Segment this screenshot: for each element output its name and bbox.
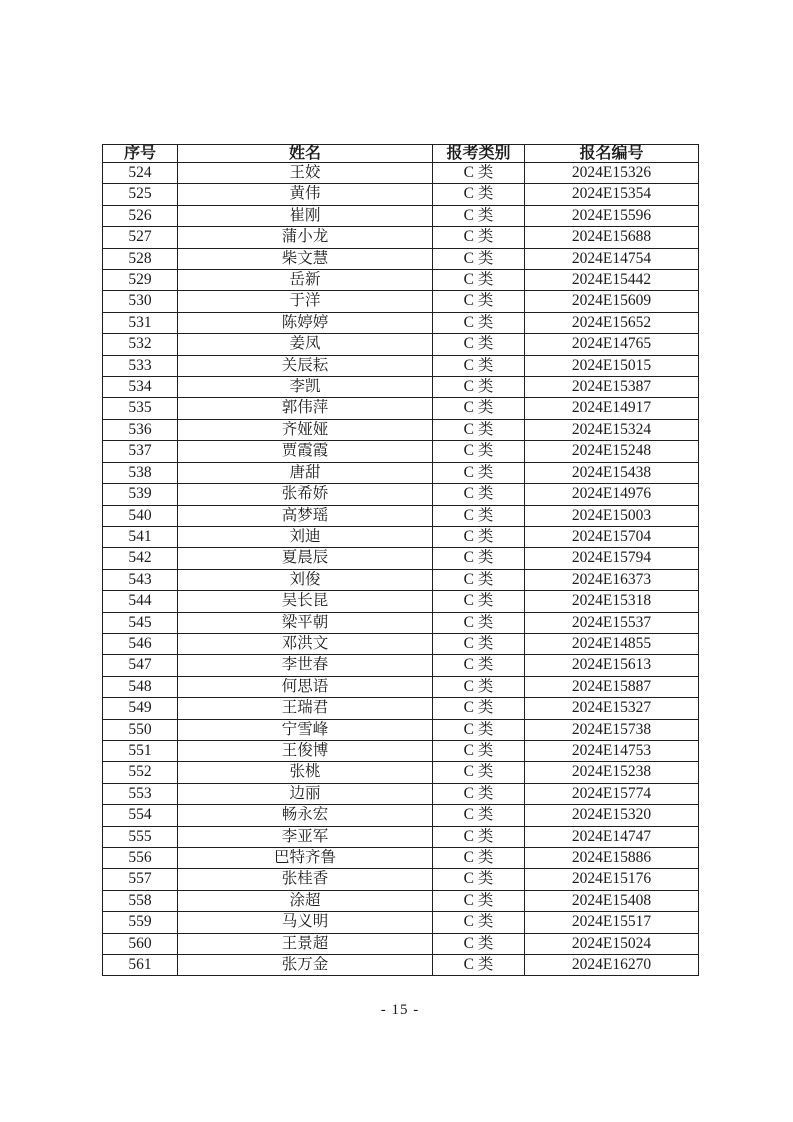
category-cell: C 类 (433, 227, 525, 248)
name-cell: 邓洪文 (178, 633, 433, 654)
category-cell: C 类 (433, 591, 525, 612)
category-cell: C 类 (433, 740, 525, 761)
serial-cell: 537 (103, 441, 178, 462)
table-row (103, 762, 699, 783)
category-cell: C 类 (433, 163, 525, 184)
name-cell: 崔刚 (178, 205, 433, 226)
serial-cell: 561 (103, 955, 178, 976)
table-row (103, 355, 699, 376)
applicant-roster-table (102, 144, 699, 976)
category-cell: C 类 (433, 826, 525, 847)
table-body (103, 163, 699, 976)
name-cell: 张希娇 (178, 484, 433, 505)
table-row (103, 248, 699, 269)
name-cell: 宁雪峰 (178, 719, 433, 740)
category-cell: C 类 (433, 270, 525, 291)
regno-cell: 2024E15774 (525, 783, 699, 804)
category-cell: C 类 (433, 612, 525, 633)
table-row (103, 783, 699, 804)
name-cell: 于洋 (178, 291, 433, 312)
regno-cell: 2024E14753 (525, 740, 699, 761)
name-cell: 马义明 (178, 912, 433, 933)
serial-cell: 539 (103, 484, 178, 505)
table-row (103, 163, 699, 184)
category-cell: C 类 (433, 912, 525, 933)
table-row (103, 612, 699, 633)
category-cell: C 类 (433, 569, 525, 590)
col-header-name: 姓名 (178, 145, 433, 163)
category-cell: C 类 (433, 869, 525, 890)
category-cell: C 类 (433, 248, 525, 269)
table-row (103, 933, 699, 954)
col-header-regno: 报名编号 (525, 145, 699, 163)
serial-cell: 549 (103, 698, 178, 719)
category-cell: C 类 (433, 933, 525, 954)
table-row (103, 955, 699, 976)
regno-cell: 2024E15238 (525, 762, 699, 783)
serial-cell: 553 (103, 783, 178, 804)
serial-cell: 538 (103, 462, 178, 483)
name-cell: 夏晨辰 (178, 548, 433, 569)
category-cell: C 类 (433, 377, 525, 398)
regno-cell: 2024E14855 (525, 633, 699, 654)
name-cell: 何思语 (178, 676, 433, 697)
table-row (103, 698, 699, 719)
name-cell: 齐娅娅 (178, 419, 433, 440)
name-cell: 陈婷婷 (178, 312, 433, 333)
serial-cell: 524 (103, 163, 178, 184)
table-row (103, 312, 699, 333)
regno-cell: 2024E15442 (525, 270, 699, 291)
category-cell: C 类 (433, 312, 525, 333)
category-cell: C 类 (433, 184, 525, 205)
name-cell: 李世春 (178, 655, 433, 676)
table-row (103, 184, 699, 205)
regno-cell: 2024E15024 (525, 933, 699, 954)
table-row (103, 869, 699, 890)
regno-cell: 2024E15438 (525, 462, 699, 483)
serial-cell: 542 (103, 548, 178, 569)
serial-cell: 530 (103, 291, 178, 312)
regno-cell: 2024E15596 (525, 205, 699, 226)
table-row (103, 890, 699, 911)
regno-cell: 2024E15613 (525, 655, 699, 676)
table-row (103, 826, 699, 847)
name-cell: 高梦瑶 (178, 505, 433, 526)
regno-cell: 2024E15354 (525, 184, 699, 205)
name-cell: 柴文慧 (178, 248, 433, 269)
serial-cell: 531 (103, 312, 178, 333)
table-row (103, 205, 699, 226)
regno-cell: 2024E15387 (525, 377, 699, 398)
table-row (103, 569, 699, 590)
regno-cell: 2024E15652 (525, 312, 699, 333)
category-cell: C 类 (433, 291, 525, 312)
table-row (103, 441, 699, 462)
serial-cell: 526 (103, 205, 178, 226)
table-row (103, 848, 699, 869)
table-row (103, 912, 699, 933)
regno-cell: 2024E15408 (525, 890, 699, 911)
category-cell: C 类 (433, 334, 525, 355)
serial-cell: 541 (103, 526, 178, 547)
category-cell: C 类 (433, 633, 525, 654)
serial-cell: 533 (103, 355, 178, 376)
regno-cell: 2024E15176 (525, 869, 699, 890)
regno-cell: 2024E14976 (525, 484, 699, 505)
category-cell: C 类 (433, 955, 525, 976)
name-cell: 姜凤 (178, 334, 433, 355)
serial-cell: 544 (103, 591, 178, 612)
name-cell: 涂超 (178, 890, 433, 911)
category-cell: C 类 (433, 205, 525, 226)
name-cell: 李亚军 (178, 826, 433, 847)
regno-cell: 2024E15003 (525, 505, 699, 526)
name-cell: 王姣 (178, 163, 433, 184)
category-cell: C 类 (433, 505, 525, 526)
regno-cell: 2024E14917 (525, 398, 699, 419)
serial-cell: 556 (103, 848, 178, 869)
serial-cell: 559 (103, 912, 178, 933)
category-cell: C 类 (433, 805, 525, 826)
serial-cell: 558 (103, 890, 178, 911)
regno-cell: 2024E15887 (525, 676, 699, 697)
name-cell: 郭伟萍 (178, 398, 433, 419)
name-cell: 畅永宏 (178, 805, 433, 826)
regno-cell: 2024E15517 (525, 912, 699, 933)
serial-cell: 529 (103, 270, 178, 291)
category-cell: C 类 (433, 548, 525, 569)
regno-cell: 2024E14765 (525, 334, 699, 355)
regno-cell: 2024E16373 (525, 569, 699, 590)
name-cell: 吴长昆 (178, 591, 433, 612)
category-cell: C 类 (433, 462, 525, 483)
regno-cell: 2024E15886 (525, 848, 699, 869)
serial-cell: 534 (103, 377, 178, 398)
serial-cell: 547 (103, 655, 178, 676)
category-cell: C 类 (433, 783, 525, 804)
name-cell: 张桂香 (178, 869, 433, 890)
table-row (103, 398, 699, 419)
category-cell: C 类 (433, 848, 525, 869)
name-cell: 梁平朝 (178, 612, 433, 633)
table-row (103, 526, 699, 547)
serial-cell: 525 (103, 184, 178, 205)
serial-cell: 552 (103, 762, 178, 783)
regno-cell: 2024E15609 (525, 291, 699, 312)
regno-cell: 2024E15327 (525, 698, 699, 719)
serial-cell: 560 (103, 933, 178, 954)
table-row (103, 633, 699, 654)
table-row (103, 291, 699, 312)
name-cell: 王景超 (178, 933, 433, 954)
category-cell: C 类 (433, 441, 525, 462)
table-row (103, 805, 699, 826)
serial-cell: 548 (103, 676, 178, 697)
table-row (103, 740, 699, 761)
regno-cell: 2024E15537 (525, 612, 699, 633)
serial-cell: 540 (103, 505, 178, 526)
serial-cell: 557 (103, 869, 178, 890)
regno-cell: 2024E15318 (525, 591, 699, 612)
table-row (103, 419, 699, 440)
table-row (103, 719, 699, 740)
table-row (103, 655, 699, 676)
serial-cell: 545 (103, 612, 178, 633)
regno-cell: 2024E15688 (525, 227, 699, 248)
serial-cell: 528 (103, 248, 178, 269)
category-cell: C 类 (433, 484, 525, 505)
name-cell: 边丽 (178, 783, 433, 804)
regno-cell: 2024E15704 (525, 526, 699, 547)
regno-cell: 2024E15248 (525, 441, 699, 462)
regno-cell: 2024E15794 (525, 548, 699, 569)
regno-cell: 2024E14754 (525, 248, 699, 269)
table-header (103, 145, 699, 163)
regno-cell: 2024E16270 (525, 955, 699, 976)
page-number: - 15 - (380, 1002, 420, 1018)
name-cell: 岳新 (178, 270, 433, 291)
serial-cell: 546 (103, 633, 178, 654)
name-cell: 贾霞霞 (178, 441, 433, 462)
table-row (103, 462, 699, 483)
serial-cell: 543 (103, 569, 178, 590)
category-cell: C 类 (433, 526, 525, 547)
category-cell: C 类 (433, 890, 525, 911)
serial-cell: 536 (103, 419, 178, 440)
serial-cell: 527 (103, 227, 178, 248)
table-row (103, 548, 699, 569)
name-cell: 王瑞君 (178, 698, 433, 719)
name-cell: 关辰耘 (178, 355, 433, 376)
regno-cell: 2024E15015 (525, 355, 699, 376)
serial-cell: 554 (103, 805, 178, 826)
regno-cell: 2024E15324 (525, 419, 699, 440)
serial-cell: 551 (103, 740, 178, 761)
regno-cell: 2024E15326 (525, 163, 699, 184)
category-cell: C 类 (433, 762, 525, 783)
table-row (103, 227, 699, 248)
table-row (103, 334, 699, 355)
category-cell: C 类 (433, 698, 525, 719)
table-row (103, 505, 699, 526)
category-cell: C 类 (433, 398, 525, 419)
category-cell: C 类 (433, 676, 525, 697)
col-header-category: 报考类别 (433, 145, 525, 163)
category-cell: C 类 (433, 355, 525, 376)
category-cell: C 类 (433, 655, 525, 676)
col-header-serial: 序号 (103, 145, 178, 163)
table-row (103, 484, 699, 505)
table-row (103, 270, 699, 291)
name-cell: 张万金 (178, 955, 433, 976)
header-row (103, 145, 699, 163)
name-cell: 唐甜 (178, 462, 433, 483)
name-cell: 张桃 (178, 762, 433, 783)
name-cell: 巴特齐鲁 (178, 848, 433, 869)
name-cell: 黄伟 (178, 184, 433, 205)
table-row (103, 676, 699, 697)
category-cell: C 类 (433, 719, 525, 740)
serial-cell: 532 (103, 334, 178, 355)
serial-cell: 550 (103, 719, 178, 740)
serial-cell: 555 (103, 826, 178, 847)
regno-cell: 2024E15738 (525, 719, 699, 740)
name-cell: 刘俊 (178, 569, 433, 590)
regno-cell: 2024E15320 (525, 805, 699, 826)
name-cell: 李凯 (178, 377, 433, 398)
category-cell: C 类 (433, 419, 525, 440)
name-cell: 王俊博 (178, 740, 433, 761)
name-cell: 蒲小龙 (178, 227, 433, 248)
regno-cell: 2024E14747 (525, 826, 699, 847)
serial-cell: 535 (103, 398, 178, 419)
table-row (103, 377, 699, 398)
name-cell: 刘迪 (178, 526, 433, 547)
table-row (103, 591, 699, 612)
